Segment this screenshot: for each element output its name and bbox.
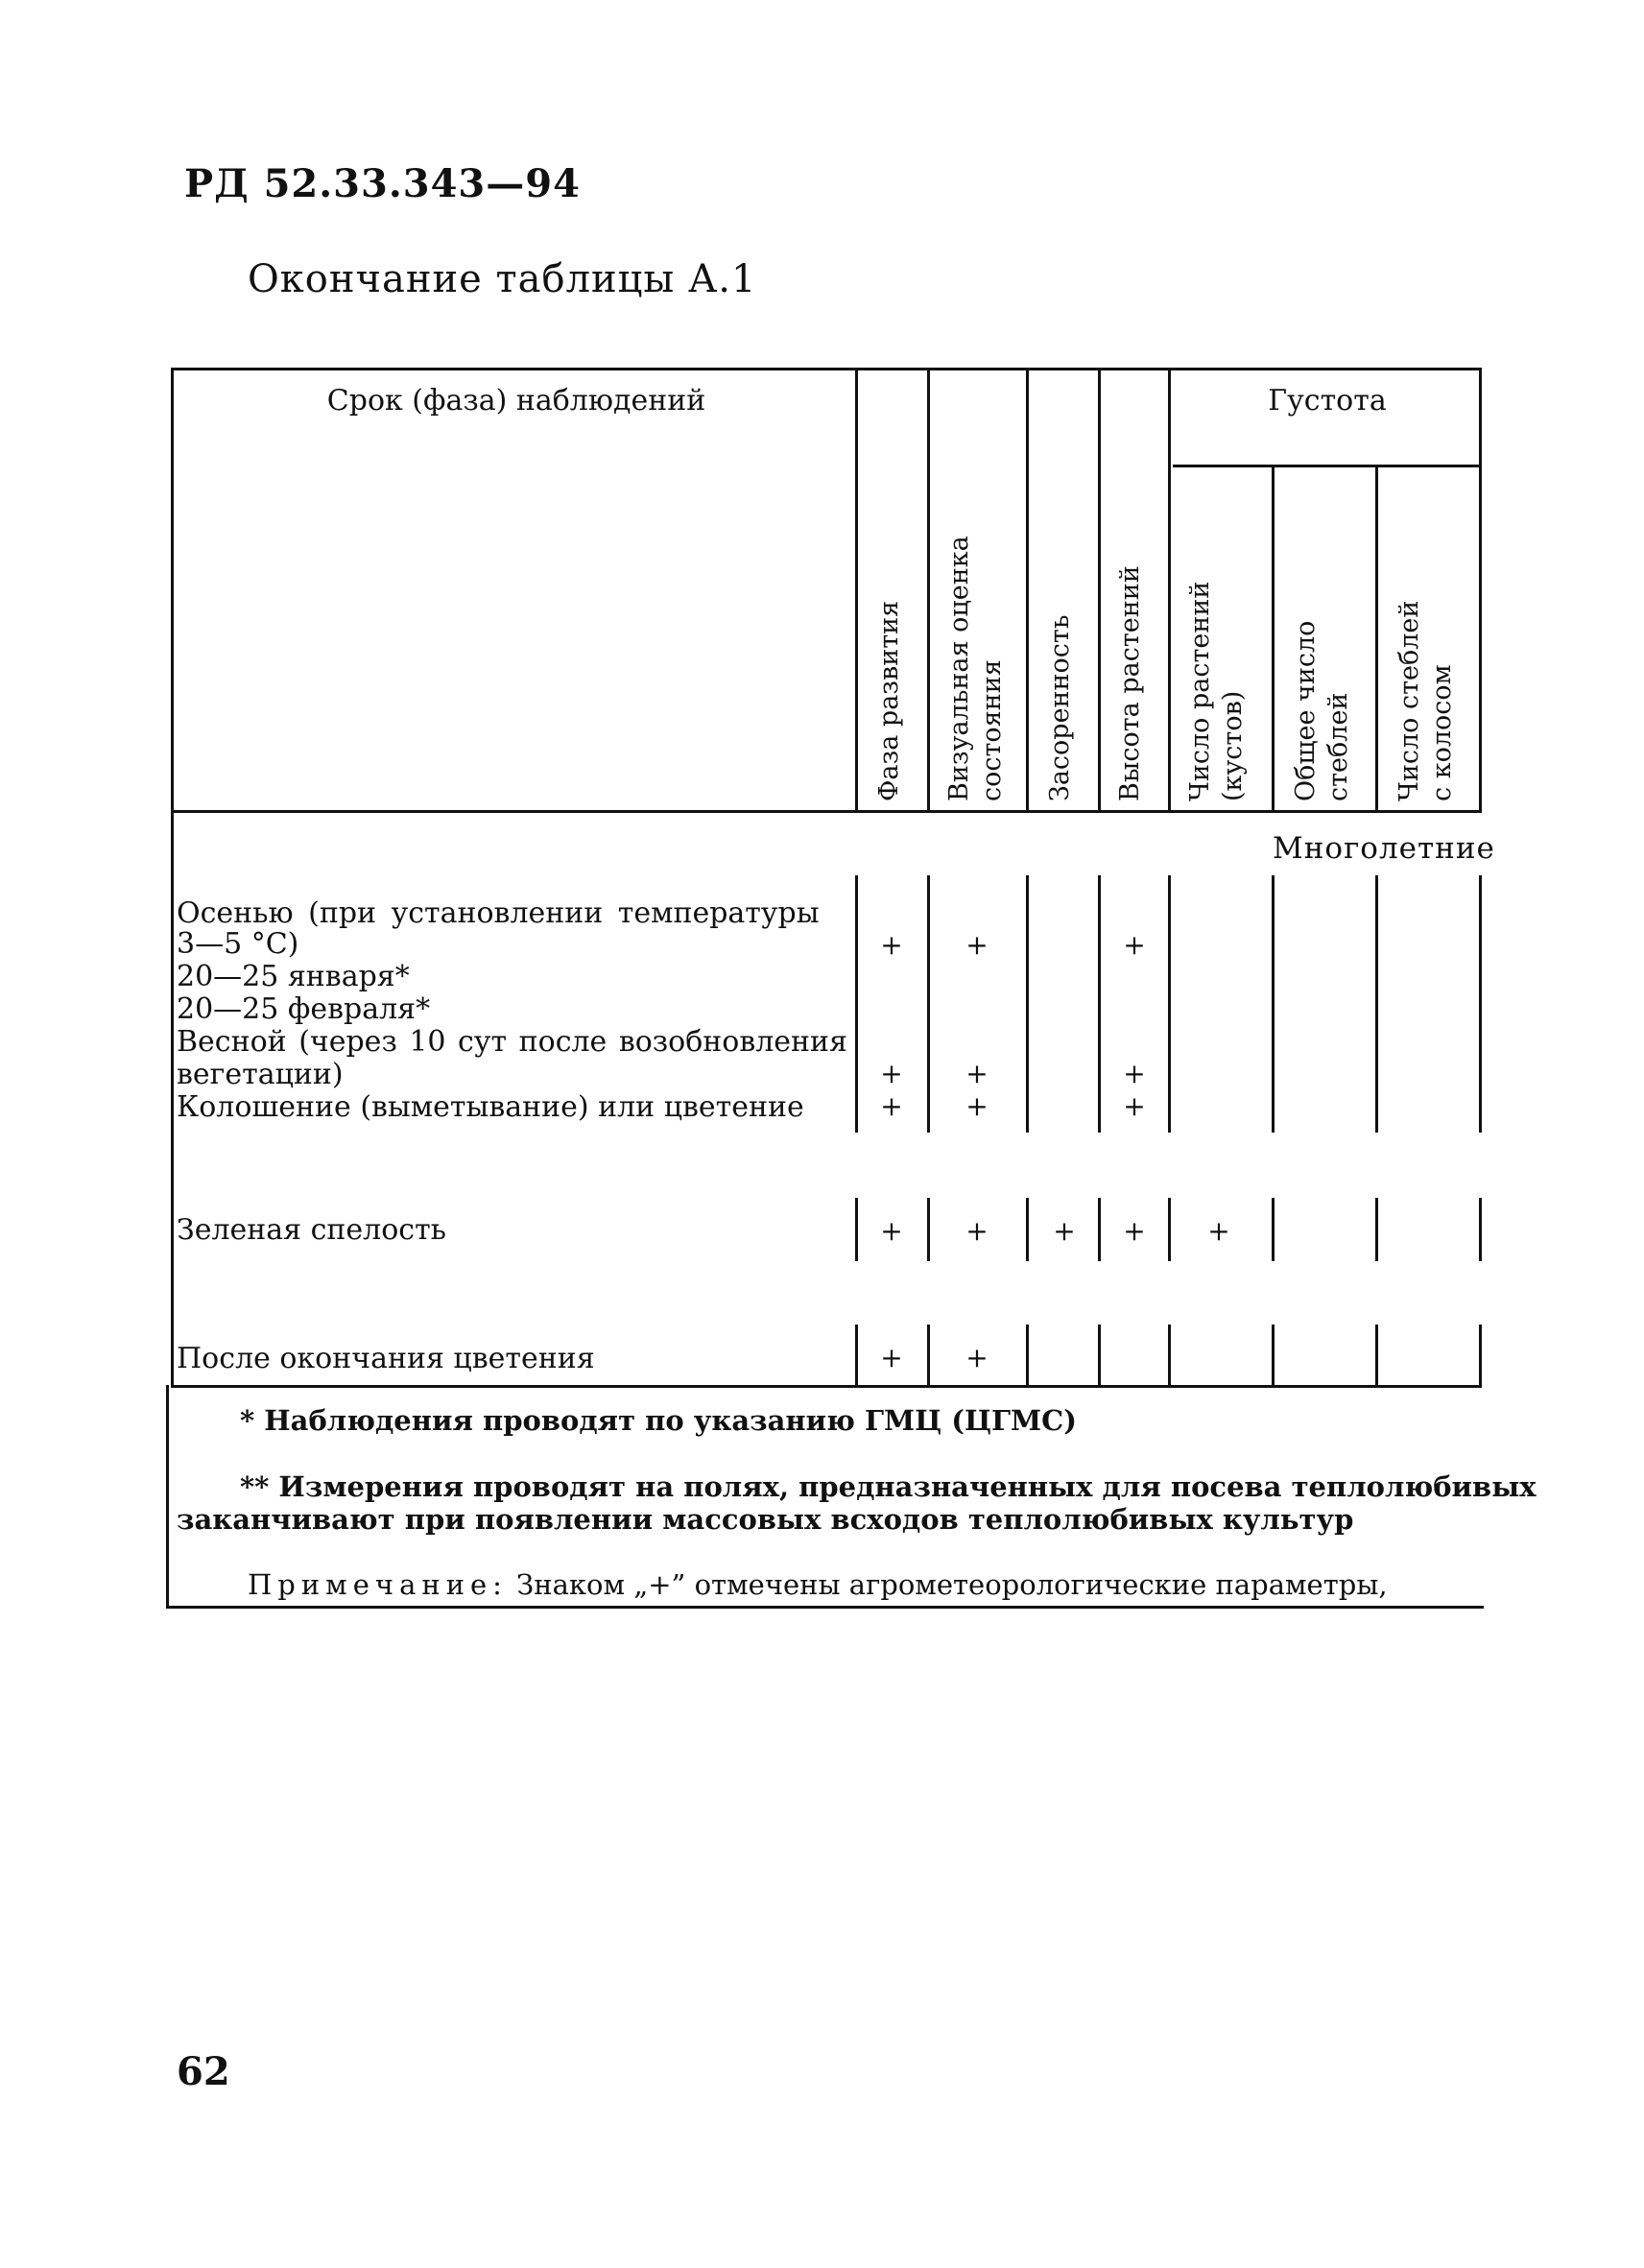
column-header-plant-height xyxy=(1114,470,1153,801)
body-divider xyxy=(927,875,930,1133)
row-label: Колошение (выметывание) или цветение xyxy=(177,1090,804,1124)
body-divider xyxy=(1479,875,1482,1133)
check-mark: + xyxy=(880,1342,903,1373)
check-mark: + xyxy=(1207,1215,1230,1247)
check-mark: + xyxy=(1053,1215,1076,1247)
document-code: РД 52.33.343—94 xyxy=(184,161,581,206)
column-header-line: Фаза развития xyxy=(874,600,904,801)
body-divider xyxy=(855,875,858,1133)
column-header-plant-count xyxy=(1184,470,1253,801)
body-divider xyxy=(1272,875,1275,1133)
body-divider xyxy=(1026,1325,1029,1388)
table-right-border-header xyxy=(1479,368,1482,813)
body-divider xyxy=(1479,1198,1482,1261)
check-mark: + xyxy=(880,1090,903,1122)
body-divider xyxy=(1168,1325,1171,1388)
column-header-weediness xyxy=(1044,470,1083,801)
column-header-line: стеблей xyxy=(1323,692,1353,801)
density-group-header: Густота xyxy=(1268,384,1387,418)
observation-date-header: Срок (фаза) наблюдений xyxy=(326,384,706,418)
check-mark: + xyxy=(965,1090,989,1122)
column-header-line: Высота растений xyxy=(1115,565,1145,801)
check-mark: + xyxy=(880,929,903,961)
table-top-border xyxy=(171,368,1482,370)
column-header-line: Общее число xyxy=(1291,620,1321,801)
check-mark: + xyxy=(880,1058,903,1089)
body-divider xyxy=(1168,1198,1171,1261)
row-label: Осенью (при установлении температуры xyxy=(177,896,820,930)
column-header-line: с колосом xyxy=(1427,664,1457,801)
col-divider-6 xyxy=(1272,465,1275,813)
body-divider xyxy=(1098,1325,1101,1388)
table-left-border-notes xyxy=(166,1385,169,1609)
body-divider xyxy=(1026,1198,1029,1261)
body-divider xyxy=(1479,1325,1482,1388)
body-divider xyxy=(1375,1325,1378,1388)
check-mark: + xyxy=(1123,929,1146,961)
note-label: Примечание: xyxy=(248,1568,508,1601)
table-body-bottom-border xyxy=(171,1385,1482,1388)
footnote-double-asterisk: ** Измерения проводят на полях, предназначенных для посева теплолюбивых xyxy=(240,1470,1537,1503)
row-label: После окончания цветения xyxy=(177,1342,595,1375)
body-divider xyxy=(1272,1325,1275,1388)
body-divider xyxy=(1375,875,1378,1133)
table-left-border xyxy=(171,368,174,1388)
body-divider xyxy=(1375,1198,1378,1261)
row-label: вегетации) xyxy=(177,1058,344,1091)
note-text: Знаком „+” отмечены агрометеорологические параметры, xyxy=(507,1568,1388,1601)
body-divider xyxy=(1098,1198,1101,1261)
body-divider xyxy=(927,1198,930,1261)
footnote-single-asterisk: * Наблюдения проводят по указанию ГМЦ (ЦГМС) xyxy=(240,1404,1077,1437)
check-mark: + xyxy=(965,1342,989,1373)
row-label: 20—25 января* xyxy=(177,960,410,993)
col-divider-4 xyxy=(1098,368,1101,813)
check-mark: + xyxy=(965,1058,989,1089)
table-bottom-border xyxy=(166,1606,1484,1609)
column-header-line: Визуальная оценка xyxy=(944,536,974,801)
body-divider xyxy=(855,1325,858,1388)
col-divider-7 xyxy=(1375,465,1378,813)
row-label: Зеленая спелость xyxy=(177,1213,447,1247)
row-label: 3—5 °С) xyxy=(177,927,299,961)
group-header-divider xyxy=(1173,465,1482,467)
col-divider-2 xyxy=(927,368,930,813)
column-header-line: Число стеблей xyxy=(1394,600,1424,801)
body-divider xyxy=(927,1325,930,1388)
table-title: Окончание таблицы А.1 xyxy=(248,257,757,301)
footnote-double-asterisk-continued: заканчивают при появлении массовых всходов теплолюбивых культур xyxy=(177,1503,1354,1536)
check-mark: + xyxy=(880,1215,903,1247)
row-label: 20—25 февраля* xyxy=(177,992,431,1026)
check-mark: + xyxy=(965,1215,989,1247)
table-note xyxy=(248,1568,1388,1601)
header-bottom-border xyxy=(171,810,1482,813)
check-mark: + xyxy=(1123,1215,1146,1247)
page-number: 62 xyxy=(177,2049,230,2094)
body-divider xyxy=(1026,875,1029,1133)
column-header-line: Число растений xyxy=(1185,581,1215,801)
body-divider xyxy=(855,1198,858,1261)
check-mark: + xyxy=(965,929,989,961)
body-divider xyxy=(1272,1198,1275,1261)
row-label: Весной (через 10 сут после возобновления xyxy=(177,1025,847,1059)
col-divider-1 xyxy=(855,368,858,813)
section-label-perennials: Многолетние xyxy=(1273,831,1495,866)
col-divider-5 xyxy=(1168,368,1171,813)
column-header-line: состояния xyxy=(977,659,1007,801)
body-divider xyxy=(1168,875,1171,1133)
check-mark: + xyxy=(1123,1090,1146,1122)
body-divider xyxy=(1098,875,1101,1133)
column-header-line: Засоренность xyxy=(1045,614,1075,801)
column-header-development-phase xyxy=(873,470,912,801)
check-mark: + xyxy=(1123,1058,1146,1089)
column-header-visual-assessment xyxy=(943,470,1013,801)
column-header-line: (кустов) xyxy=(1218,690,1248,801)
column-header-total-stems xyxy=(1290,470,1359,801)
col-divider-3 xyxy=(1026,368,1029,813)
column-header-eared-stems xyxy=(1394,470,1463,801)
